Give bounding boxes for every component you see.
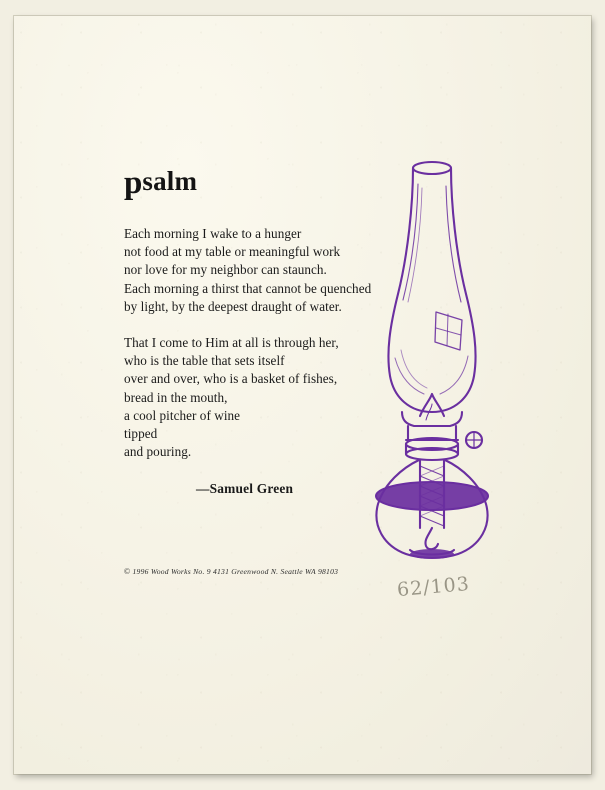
title-rest: salm xyxy=(142,166,198,196)
poem-line: tipped xyxy=(124,426,158,442)
colophon-text: 1996 Wood Works No. 9 4131 Greenwood N. Seattle WA 98103 xyxy=(132,567,339,576)
poem-line: bread in the mouth, xyxy=(124,389,228,405)
author-byline: —Samuel Green xyxy=(196,481,294,497)
poem-line: Each morning a thirst that cannot be quenched xyxy=(124,280,372,296)
poem-line: over and over, who is a basket of fishes, xyxy=(124,371,338,387)
poem-line: nor love for my neighbor can staunch. xyxy=(124,262,327,278)
edition-number: 62/103 xyxy=(396,572,471,602)
copyright-icon: © xyxy=(124,567,131,576)
colophon xyxy=(124,567,338,576)
poem-line: by light, by the deepest draught of water. xyxy=(124,298,342,314)
oil-lamp-illustration xyxy=(332,144,532,564)
title-drop-cap: p xyxy=(124,165,143,201)
poem-line: a cool pitcher of wine xyxy=(124,407,241,423)
poem-line: That I come to Him at all is through her, xyxy=(124,335,339,351)
poem-line: not food at my table or meaningful work xyxy=(124,244,341,260)
poem-line: Each morning I wake to a hunger xyxy=(124,226,302,241)
poem-line: and pouring. xyxy=(124,444,192,460)
paper-sheet xyxy=(14,16,591,774)
poem-line: who is the table that sets itself xyxy=(124,353,285,369)
